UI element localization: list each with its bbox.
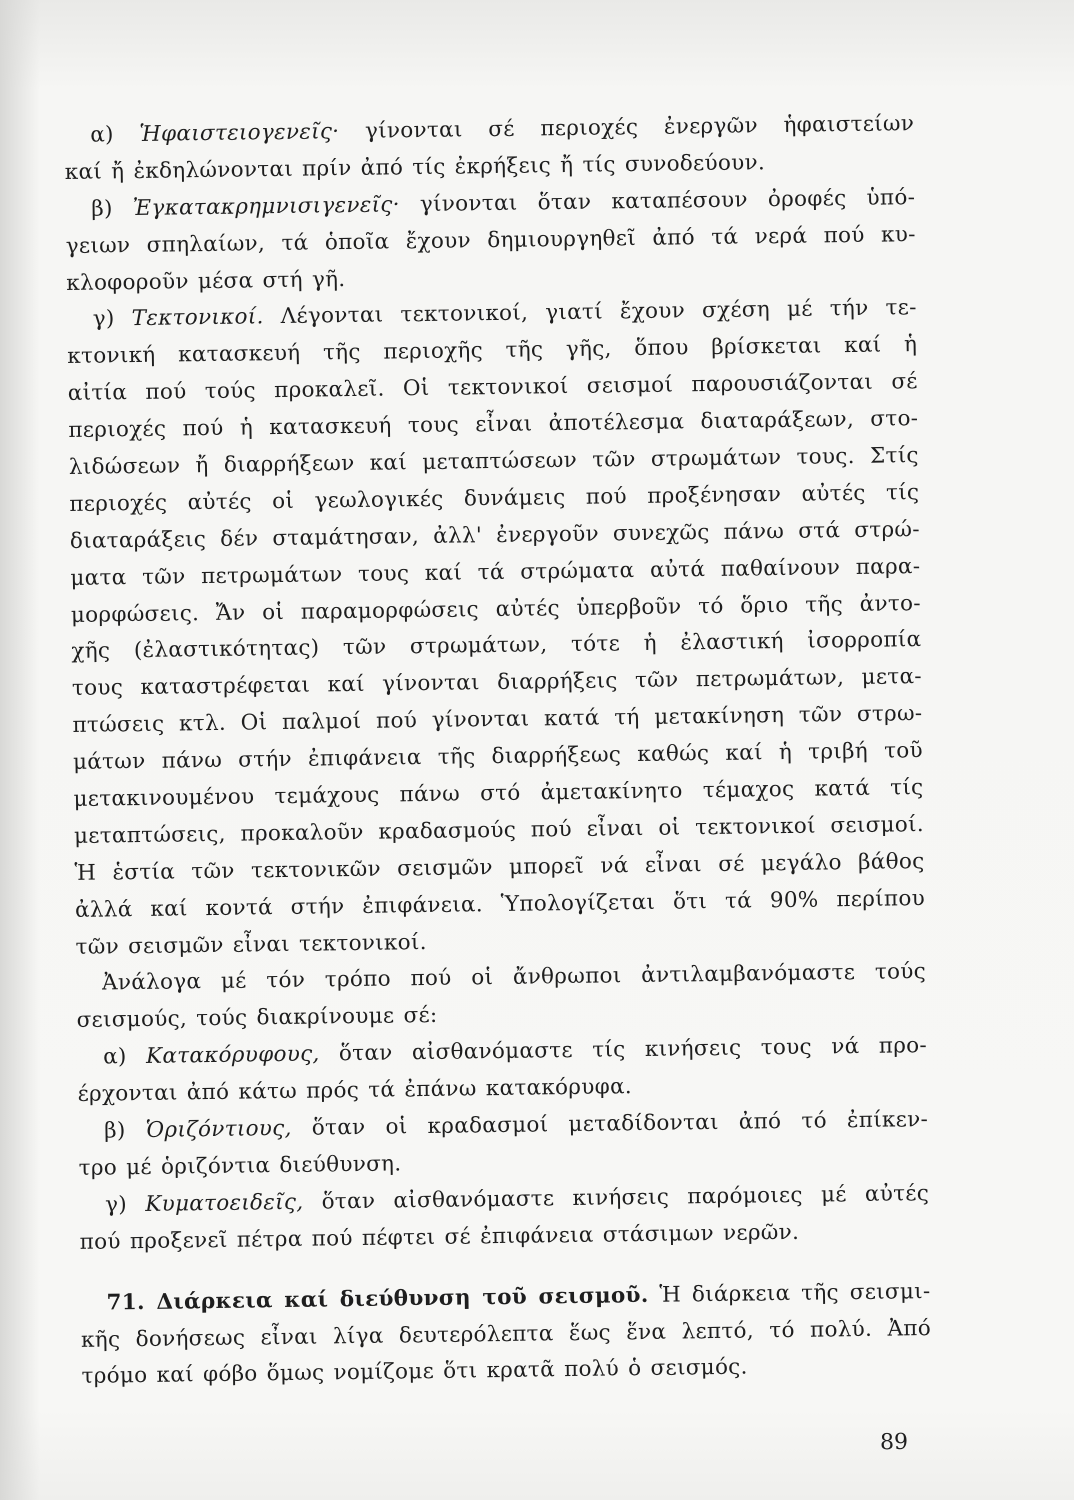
- text-line: α) Ἡφαιστειογενεῖς· γίνονται σέ περιοχές ἐνεργῶν ἡφαιστείων: [90, 111, 915, 148]
- text-line: διαταράξεις δέν σταμάτησαν, ἀλλ' ἐνεργοῦν συνεχῶς πάνω στά στρώ-: [69, 516, 921, 554]
- text-line: τους καταστρέφεται καί γίνονται διαρρήξεις τῶν πετρωμάτων, μετα-: [71, 664, 923, 702]
- text-line: τρόμο καί φόβο ὅμως νομίζομε ὅτι κρατᾶ πολύ ὁ σεισμός.: [81, 1354, 748, 1390]
- text-line: τῶν σεισμῶν εἶναι τεκτονικοί.: [75, 929, 427, 960]
- body-text: [64, 106, 932, 1396]
- text-line: β) Ἐγκατακρημνισιγενεῖς· γίνονται ὅταν καταπέσουν ὀροφές ὑπό-: [91, 184, 916, 222]
- text-line: μάτων πάνω στήν ἐπιφάνεια τῆς διαρρήξεως καθώς καί ἡ τριβή τοῦ: [72, 738, 924, 776]
- text-line: ματα τῶν πετρωμάτων τους καί τά στρώματα αὐτά παθαίνουν παρα-: [70, 553, 921, 591]
- text-line: κῆς δονήσεως εἶναι λίγα δευτερόλεπτα ἕως ἕνα λεπτό, τό πολύ. Ἀπό: [80, 1315, 932, 1353]
- text-line: κτονική κατασκευή τῆς περιοχῆς τῆς γῆς, ὅπου βρίσκεται καί ἡ: [67, 332, 918, 370]
- text-line: περιοχές πού ἡ κατασκευή τους εἶναι ἀποτέλεσμα διαταράξεων, στο-: [68, 406, 919, 444]
- text-line: γ) Τεκτονικοί. Λέγονται τεκτονικοί, γιατί ἔχουν σχέση μέ τήν τε-: [92, 295, 917, 333]
- page-edge-shadow: [0, 0, 40, 1500]
- text-line: χῆς (ἐλαστικότητας) τῶν στρωμάτων, τότε ἡ ἐλαστική ἰσορροπία: [71, 627, 922, 665]
- text-line: α) Κατακόρυφους, ὅταν αἰσθανόμαστε τίς κινήσεις τους νά προ-: [102, 1033, 928, 1070]
- text-line: Ἡ ἑστία τῶν τεκτονικῶν σεισμῶν μπορεῖ νά εἶναι σέ μεγάλο βάθος: [74, 848, 925, 886]
- text-line: μορφώσεις. Ἄν οἱ παραμορφώσεις αὐτές ὑπερβοῦν τό ὅριο τῆς ἀντο-: [70, 590, 922, 628]
- text-line: αἰτία πού τούς προκαλεῖ. Οἱ τεκτονικοί σεισμοί παρουσιάζονται σέ: [67, 369, 918, 407]
- text-line: Ἀνάλογα μέ τόν τρόπο πού οἱ ἄνθρωποι ἀντιλαμβανόμαστε τούς: [101, 959, 927, 997]
- text-line: μετακινουμένου τεμάχους πάνω στό ἀμετακίνητο τέμαχος κατά τίς: [73, 775, 924, 812]
- text-line: κλοφοροῦν μέσα στή γῆ.: [66, 266, 346, 296]
- text-line: μεταπτώσεις, προκαλοῦν κραδασμούς πού εἶναι οἱ τεκτονικοί σεισμοί.: [73, 811, 925, 849]
- text-line: περιοχές αὐτές οἱ γεωλογικές δυνάμεις πού προξένησαν αὐτές τίς: [69, 480, 920, 517]
- text-line: έρχονται ἀπό κάτω πρός τά ἐπάνω κατακόρυφα.: [77, 1074, 633, 1108]
- section-heading-line: 71. Διάρκεια καί διεύθυνση τοῦ σεισμοῦ. Ἡ διάρκεια τῆς σεισμι-: [106, 1278, 931, 1316]
- page-number: 89: [879, 1429, 909, 1456]
- text-line: πού προξενεῖ πέτρα πού πέφτει σέ ἐπιφάνεια στάσιμων νερῶν.: [79, 1219, 800, 1255]
- text-line: πτώσεις κτλ. Οἱ παλμοί πού γίνονται κατά τή μετακίνηση τῶν στρω-: [72, 701, 923, 739]
- text-line: τρο μέ ὁριζόντια διεύθυνση.: [78, 1151, 402, 1181]
- text-line: σεισμούς, τούς διακρίνουμε σέ:: [76, 1003, 438, 1034]
- text-line: καί ἤ ἐκδηλώνονται πρίν ἀπό τίς ἐκρήξεις ἤ τίς συνοδεύουν.: [64, 150, 766, 185]
- text-line: λιδώσεων ἤ διαρρήξεων καί μεταπτώσεων τῶν στρωμάτων τους. Στίς: [68, 443, 919, 480]
- text-line: β) Ὁριζόντιους, ὅταν οἱ κραδασμοί μεταδίδονται ἀπό τό ἐπίκεν-: [103, 1107, 929, 1144]
- text-line: ἀλλά καί κοντά στήν ἐπιφάνεια. Ὑπολογίζεται ὅτι τά 90% περίπου: [74, 885, 926, 923]
- section-heading: 71. Διάρκεια καί διεύθυνση τοῦ σεισμοῦ.: [106, 1282, 649, 1316]
- text-line: γειων σπηλαίων, τά ὁποῖα ἔχουν δημιουργηθεῖ ἀπό τά νερά πού κυ-: [65, 221, 916, 259]
- text-line: γ) Κυματοειδεῖς, ὅταν αἰσθανόμαστε κινήσεις παρόμοιες μέ αὐτές: [105, 1180, 930, 1218]
